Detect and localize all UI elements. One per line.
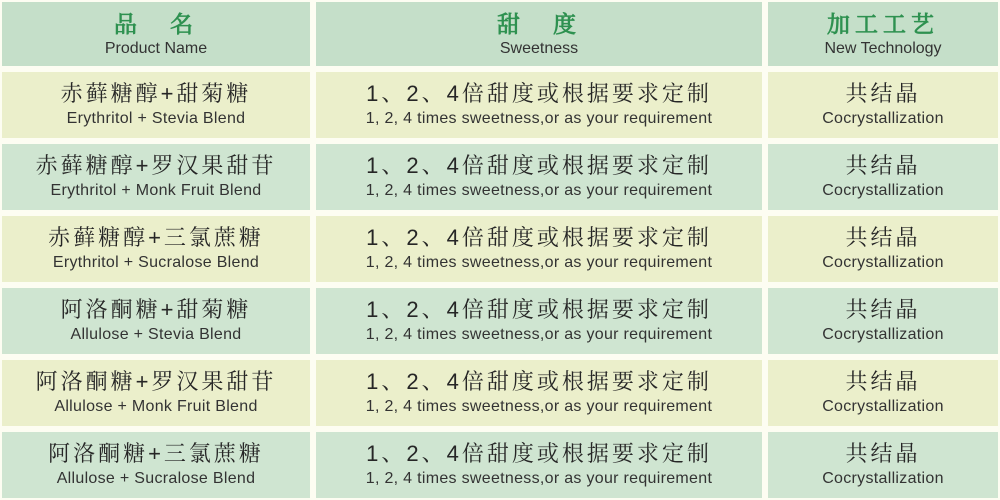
product-name-en: Allulose + Monk Fruit Blend <box>54 398 258 415</box>
product-name-en: Allulose + Sucralose Blend <box>56 470 256 487</box>
technology-en: Cocrystallization <box>822 110 944 127</box>
sweetness-cell-row6 <box>316 432 762 498</box>
product-name-en: Erythritol + Sucralose Blend <box>52 254 260 271</box>
technology-en: Cocrystallization <box>822 470 944 487</box>
product-cell-row2 <box>2 144 310 210</box>
technology-en: Cocrystallization <box>822 254 944 271</box>
sweetness-zh: 1、2、4倍甜度或根据要求定制 <box>366 225 712 250</box>
product-name-en: Erythritol + Stevia Blend <box>66 110 246 127</box>
product-cell-row6 <box>2 432 310 498</box>
technology-zh: 共结晶 <box>845 297 921 322</box>
technology-cell-row2 <box>768 144 998 210</box>
sweetness-en: 1, 2, 4 times sweetness,or as your requirement <box>365 110 713 127</box>
sweetness-zh: 1、2、4倍甜度或根据要求定制 <box>366 81 712 106</box>
product-name-zh: 赤藓糖醇+甜菊糖 <box>60 81 252 106</box>
product-name-en: Erythritol + Monk Fruit Blend <box>50 182 262 199</box>
product-table <box>2 2 998 498</box>
sweetness-cell-row1 <box>316 72 762 138</box>
technology-cell-row6 <box>768 432 998 498</box>
header-cell-sweetness <box>316 2 762 66</box>
sweetness-zh: 1、2、4倍甜度或根据要求定制 <box>366 153 712 178</box>
technology-en: Cocrystallization <box>822 326 944 343</box>
header-sweetness-zh: 甜 度 <box>497 10 581 37</box>
product-name-zh: 赤藓糖醇+罗汉果甜苷 <box>35 153 277 178</box>
header-product-name-en: Product Name <box>104 39 208 57</box>
product-name-zh: 阿洛酮糖+甜菊糖 <box>60 297 252 322</box>
sweetness-en: 1, 2, 4 times sweetness,or as your requirement <box>365 182 713 199</box>
header-cell-product-name <box>2 2 310 66</box>
technology-cell-row5 <box>768 360 998 426</box>
sweetness-en: 1, 2, 4 times sweetness,or as your requirement <box>365 398 713 415</box>
header-product-name-zh: 品 名 <box>114 10 198 37</box>
sweetness-en: 1, 2, 4 times sweetness,or as your requirement <box>365 254 713 271</box>
technology-zh: 共结晶 <box>845 441 921 466</box>
technology-zh: 共结晶 <box>845 81 921 106</box>
technology-cell-row1 <box>768 72 998 138</box>
product-cell-row5 <box>2 360 310 426</box>
sweetness-zh: 1、2、4倍甜度或根据要求定制 <box>366 369 712 394</box>
sweetness-en: 1, 2, 4 times sweetness,or as your requirement <box>365 326 713 343</box>
header-cell-technology <box>768 2 998 66</box>
product-cell-row3 <box>2 216 310 282</box>
product-name-zh: 阿洛酮糖+罗汉果甜苷 <box>35 369 277 394</box>
technology-zh: 共结晶 <box>845 369 921 394</box>
sweetness-cell-row4 <box>316 288 762 354</box>
sweetness-en: 1, 2, 4 times sweetness,or as your requirement <box>365 470 713 487</box>
technology-en: Cocrystallization <box>822 398 944 415</box>
sweetness-zh: 1、2、4倍甜度或根据要求定制 <box>366 441 712 466</box>
technology-zh: 共结晶 <box>845 225 921 250</box>
technology-zh: 共结晶 <box>845 153 921 178</box>
sweetness-zh: 1、2、4倍甜度或根据要求定制 <box>366 297 712 322</box>
technology-en: Cocrystallization <box>822 182 944 199</box>
product-name-zh: 赤藓糖醇+三氯蔗糖 <box>48 225 264 250</box>
product-name-zh: 阿洛酮糖+三氯蔗糖 <box>48 441 264 466</box>
product-cell-row4 <box>2 288 310 354</box>
technology-cell-row4 <box>768 288 998 354</box>
product-cell-row1 <box>2 72 310 138</box>
sweetness-cell-row3 <box>316 216 762 282</box>
sweetness-cell-row2 <box>316 144 762 210</box>
header-technology-zh: 加工工艺 <box>827 10 939 37</box>
sweetness-cell-row5 <box>316 360 762 426</box>
technology-cell-row3 <box>768 216 998 282</box>
header-sweetness-en: Sweetness <box>499 39 579 57</box>
product-name-en: Allulose + Stevia Blend <box>70 326 242 343</box>
header-technology-en: New Technology <box>824 39 942 57</box>
